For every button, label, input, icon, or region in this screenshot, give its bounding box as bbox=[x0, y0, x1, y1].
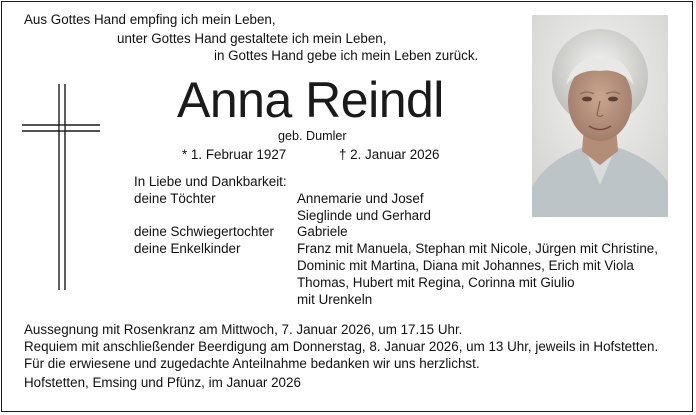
verse-line-3: in Gottes Hand gebe ich mein Leben zurück. bbox=[214, 48, 479, 63]
label-grandchildren: deine Enkelkinder bbox=[134, 241, 241, 256]
mourners-intro: In Liebe und Dankbarkeit: bbox=[134, 174, 287, 189]
grandchildren-line-2: Dominic mit Martina, Diana mit Johannes, Erich mit Viola bbox=[297, 258, 634, 273]
footer-line-1: Aussegnung mit Rosenkranz am Mittwoch, 7. Januar 2026, um 17.15 Uhr. bbox=[24, 322, 463, 337]
grandchildren-line-1: Franz mit Manuela, Stephan mit Nicole, Jürgen mit Christine, bbox=[297, 241, 658, 256]
portrait-photo bbox=[532, 15, 668, 217]
cross-icon bbox=[22, 84, 100, 290]
footer-line-4: Hofstetten, Emsing und Pfünz, im Januar 2026 bbox=[24, 375, 301, 390]
daughters-line-2: Sieglinde und Gerhard bbox=[297, 208, 431, 223]
grandchildren-line-4: mit Urenkeln bbox=[297, 292, 373, 307]
daughter-in-law-line-1: Gabriele bbox=[297, 224, 348, 239]
daughters-line-1: Annemarie und Josef bbox=[297, 191, 424, 206]
footer-line-2: Requiem mit anschließender Beerdigung am Donnerstag, 8. Januar 2026, um 13 Uhr, jeweils in Hofstetten. bbox=[24, 339, 659, 354]
grandchildren-line-3: Thomas, Hubert mit Regina, Corinna mit Giulio bbox=[297, 275, 575, 290]
death-date: † 2. Januar 2026 bbox=[339, 147, 440, 162]
birth-date: * 1. Februar 1927 bbox=[182, 147, 287, 162]
verse-line-2: unter Gottes Hand gestaltete ich mein Leben, bbox=[117, 31, 387, 46]
deceased-name: Anna Reindl bbox=[177, 72, 444, 128]
birth-name: geb. Dumler bbox=[278, 129, 347, 143]
label-daughters: deine Töchter bbox=[134, 191, 216, 206]
label-daughter-in-law: deine Schwiegertochter bbox=[134, 224, 274, 239]
verse-line-1: Aus Gottes Hand empfing ich mein Leben, bbox=[24, 12, 276, 27]
footer-line-3: Für die erwiesene und zugedachte Anteilnahme bedanken wir uns herzlichst. bbox=[24, 356, 480, 371]
